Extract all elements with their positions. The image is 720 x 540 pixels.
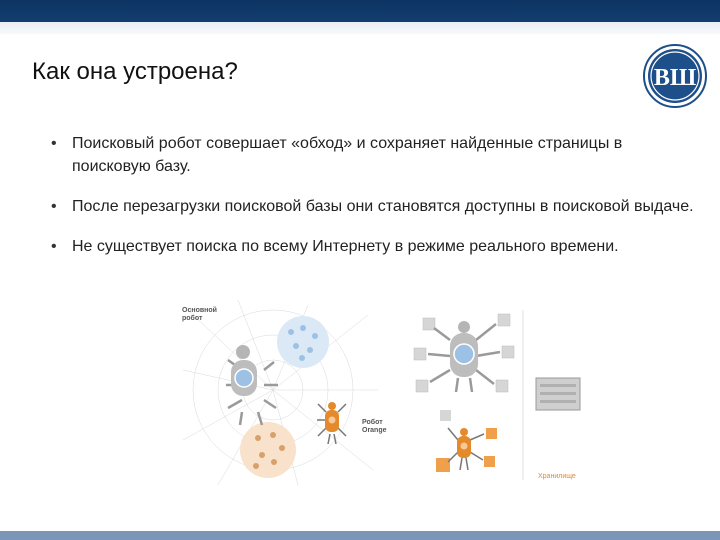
- bullet-item: • Не существует поиска по всему Интернету в режиме реального времени.: [48, 235, 698, 258]
- orange-robot-icon: [317, 402, 346, 444]
- slide-title: Как она устроена?: [32, 58, 238, 85]
- logo-text: ВШ: [653, 65, 697, 91]
- main-robot-label-2: робот: [182, 315, 203, 322]
- header-bar: [0, 0, 720, 22]
- page-cluster-orange: [240, 422, 296, 478]
- header-stripe: [0, 22, 720, 34]
- orange-robot-label-2: Orange: [362, 427, 387, 434]
- search-robot-diagram: [178, 300, 588, 490]
- storage-icon: [536, 378, 580, 410]
- bullet-list: [48, 132, 698, 275]
- footer-bar: [0, 531, 720, 540]
- orange-robot-with-pages-icon: [436, 410, 497, 472]
- storage-caption: Хранилище: [538, 473, 576, 480]
- main-robot-icon: [226, 345, 278, 425]
- robot-with-pages-icon: [414, 314, 514, 392]
- bullet-item: • После перезагрузки поисковой базы они становятся доступны в поисковой выдаче.: [48, 195, 698, 218]
- main-robot-label-1: Основной: [182, 307, 217, 314]
- hse-logo-icon: [643, 44, 707, 108]
- orange-robot-label-1: Робот: [362, 419, 383, 426]
- bullet-item: • Поисковый робот совершает «обход» и сохраняет найденные страницы в поисковую базу.: [48, 132, 698, 178]
